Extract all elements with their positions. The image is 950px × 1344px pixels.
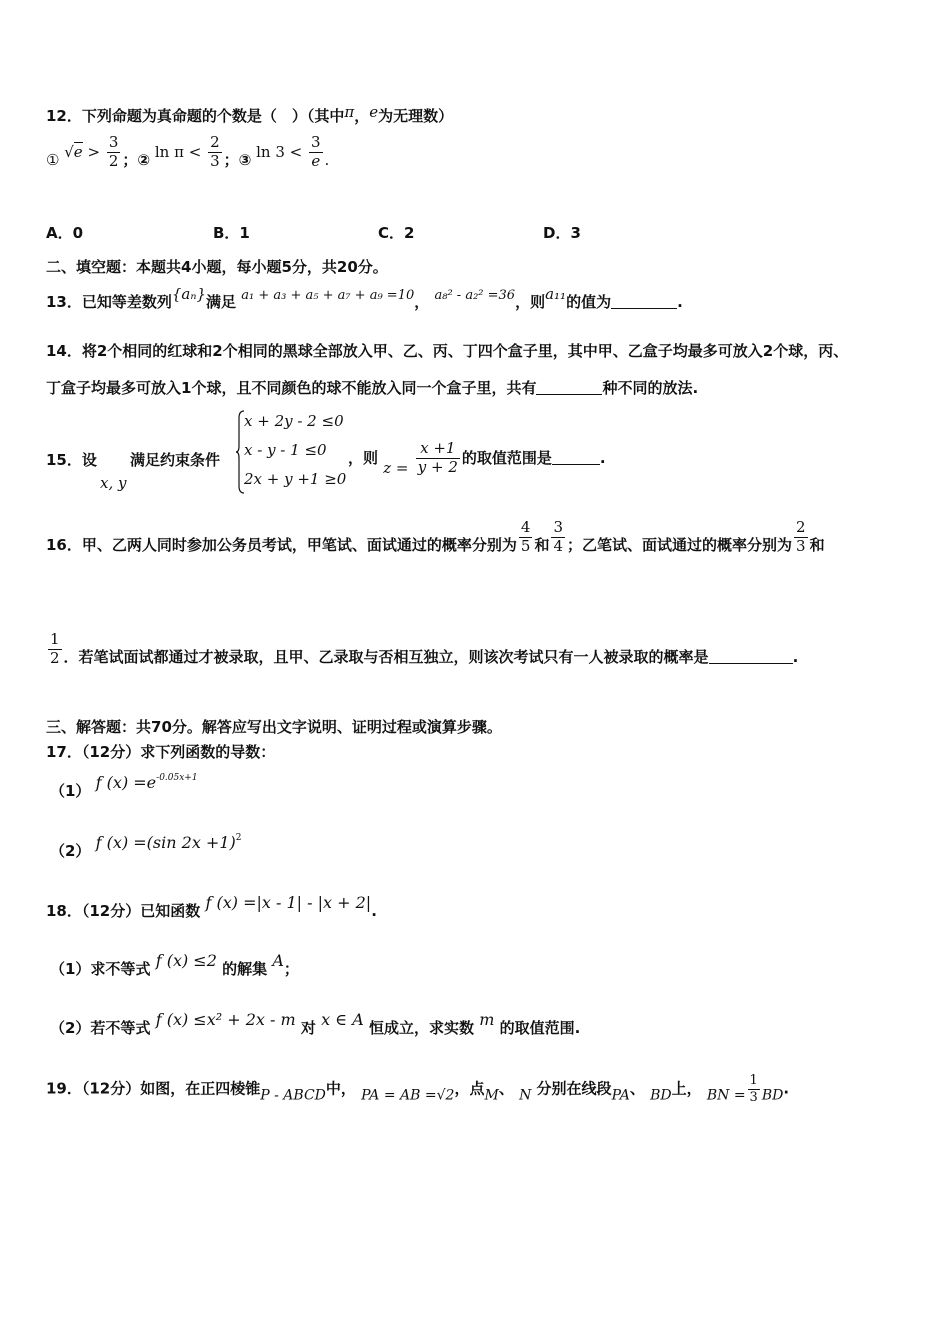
q17-part2 — [50, 833, 242, 861]
q17-f1: f (x) =e — [95, 773, 157, 792]
q13 — [46, 285, 683, 312]
q19-bn: BN = — [706, 1087, 746, 1104]
frac-den: 2 — [50, 648, 60, 667]
q13-eq1: a₁ + a₃ + a₅ + a₇ + a₉ =10 — [241, 288, 415, 303]
section2-heading: 二、填空题：本题共4小题，每小题5分，共20分。 — [46, 258, 388, 276]
frac-den: 4 — [553, 536, 563, 555]
frac-den: y + 2 — [417, 457, 458, 476]
frac-den: 3 — [749, 1089, 758, 1105]
q12-item2-lhs: ln π < — [154, 142, 202, 161]
q15-post: 的取值范围是 — [461, 448, 552, 467]
q12-option-b: B．1 — [213, 224, 250, 242]
q12-option-c: C．2 — [378, 224, 415, 242]
q18-stem — [46, 893, 377, 921]
q15-then: ，则 — [348, 448, 379, 467]
frac-den: 3 — [210, 151, 220, 170]
q19-up: 上， — [671, 1079, 702, 1098]
q18-stem-text: 18．（12分）已知函数 — [46, 902, 201, 920]
q16-line1 — [46, 520, 825, 555]
q19-eq: PA = AB =√2 — [361, 1087, 455, 1104]
q16-and2: 和 — [809, 535, 825, 554]
q12-items — [46, 135, 329, 170]
q13-seq: {aₙ} — [171, 285, 206, 303]
q18-p2-tail: 恒成立，求实数 — [368, 1019, 474, 1037]
q18-p2-m: m — [479, 1010, 495, 1029]
q18-p2-ineq: f (x) ≤x² + 2x - m — [155, 1010, 296, 1029]
q16-line2-text: ．若笔试面试都通过才被录取，且甲、乙录取与否相互独立，则该次考试只有一人被录取的概率是 — [63, 647, 709, 666]
q13-answer-blank[interactable] — [611, 294, 677, 309]
frac-num: 3 — [553, 518, 563, 536]
q16-frac1 — [519, 520, 533, 555]
q12-item2-frac — [208, 135, 222, 170]
q19-sep2: 、 — [629, 1079, 645, 1098]
frac-num: 2 — [796, 518, 806, 536]
q16-answer-blank[interactable] — [709, 649, 793, 664]
q17-f2: f (x) =(sin 2x +1) — [95, 833, 236, 852]
q15-answer-blank[interactable] — [552, 450, 600, 465]
q12-sep2: ；③ — [223, 150, 252, 169]
q18-part2 — [50, 1010, 580, 1038]
q19-sep: 、 — [498, 1079, 514, 1098]
q17-f2-exp: 2 — [235, 833, 242, 843]
q19-mid: 中， — [325, 1079, 356, 1098]
q16-pre: 16．甲、乙两人同时参加公务员考试，甲笔试、面试通过的概率分别为 — [46, 535, 517, 554]
q12-item1-lhs: e — [73, 142, 83, 161]
q18-p1-mid: 的解集 — [222, 960, 268, 978]
q12-comma: ， — [354, 107, 370, 125]
q19-on: 分别在线段 — [536, 1079, 612, 1098]
q14-line2-post: 种不同的放法. — [602, 379, 699, 397]
q19 — [46, 1074, 789, 1104]
q12-item1-op: > — [87, 142, 101, 161]
q12-e: e — [369, 103, 379, 121]
q19-point-n: N — [519, 1087, 532, 1104]
q13-eq2: a₈² - a₂² =36 — [434, 288, 516, 303]
q16-mid: ；乙笔试、面试通过的概率分别为 — [567, 535, 793, 554]
q18-end: . — [371, 902, 377, 920]
frac-num: 4 — [520, 518, 531, 536]
q18-p2-end: 的取值范围. — [499, 1019, 581, 1037]
frac-num: 1 — [50, 630, 60, 648]
q12-sep1: ；② — [122, 150, 151, 169]
q18-p1-set: A — [272, 951, 284, 970]
q15-constraint-3: 2x + y +1 ≥0 — [244, 470, 347, 488]
section3-heading: 三、解答题：共70分。解答应写出文字说明、证明过程或演算步骤。 — [46, 718, 502, 736]
q16-frac4 — [48, 632, 62, 667]
frac-num: 1 — [749, 1073, 758, 1088]
q15-vars: x, y — [100, 474, 127, 492]
q19-bn-tail: BD — [761, 1087, 784, 1104]
q19-stem-text: 19．（12分）如图，在正四棱锥 — [46, 1079, 261, 1098]
q15-z: z = — [383, 458, 409, 477]
q12-item3-end: . — [324, 150, 330, 169]
q15-end: . — [599, 448, 606, 467]
q12-item1-frac — [107, 135, 121, 170]
q19-point-m: M — [484, 1087, 499, 1104]
frac-den: 2 — [108, 151, 119, 170]
q12-item1-sqrt: √e — [64, 142, 83, 161]
q13-end: . — [677, 293, 683, 311]
q15-tail — [348, 441, 606, 477]
q12-item3-lhs: ln 3 < — [256, 142, 303, 161]
q18-p2-cond: x ∈ A — [321, 1010, 364, 1029]
q18-p1-end: ； — [283, 960, 299, 978]
q18-p1-label: （1）求不等式 — [50, 960, 151, 978]
q12-item3-frac — [309, 135, 323, 170]
q18-p2-label: （2）若不等式 — [50, 1019, 151, 1037]
q15-pre: 15．设 — [46, 451, 97, 469]
frac-num: 2 — [210, 133, 220, 151]
q15-constraint-2: x - y - 1 ≤0 — [244, 441, 327, 459]
q15-frac — [416, 441, 460, 476]
q13-comma: ， — [414, 293, 430, 311]
q19-seg-bd: BD — [650, 1087, 672, 1104]
q19-pyramid: P - ABCD — [260, 1087, 326, 1104]
frac-num: 3 — [108, 133, 119, 151]
q13-mid: 满足 — [205, 293, 236, 311]
q13-pre: 13．已知等差数列 — [46, 293, 172, 311]
q12-pi: π — [344, 103, 355, 121]
q14-line2 — [46, 377, 698, 398]
frac-num: 3 — [310, 133, 321, 151]
frac-den: e — [309, 152, 323, 170]
q17-stem: 17．（12分）求下列函数的导数： — [46, 743, 276, 761]
q12-stem-text: 12．下列命题为真命题的个数是（ ）（其中 — [46, 107, 345, 125]
q16-end: . — [792, 647, 799, 666]
q14-line2-pre: 丁盒子均最多可放入1个球，且不同颜色的球不能放入同一个盒子里，共有 — [46, 379, 537, 397]
q17-f1-exp: -0.05x+1 — [156, 773, 198, 783]
q19-seg-pa: PA — [611, 1087, 630, 1104]
q16-line2 — [46, 632, 798, 667]
q14-answer-blank[interactable] — [536, 380, 602, 395]
frac-num: x +1 — [420, 439, 456, 457]
q18-function: f (x) =|x - 1| - |x + 2| — [205, 893, 372, 912]
q18-p2-mid: 对 — [300, 1019, 316, 1037]
q12-option-d: D．3 — [543, 224, 581, 242]
q18-part1 — [50, 951, 299, 979]
q15-constraint-1: x + 2y - 2 ≤0 — [244, 412, 344, 430]
q16-and1: 和 — [534, 535, 550, 554]
q12-stem — [46, 103, 453, 126]
frac-den: 5 — [520, 536, 531, 555]
q13-a11: a₁₁ — [545, 285, 567, 303]
q17-p1-label: （1） — [50, 782, 91, 800]
q14-line1: 14．将2个相同的红球和2个相同的黑球全部放入甲、乙、丙、丁四个盒子里，其中甲、乙盒子均最多可放入2个球，丙、 — [46, 342, 849, 360]
q13-post: 的值为 — [566, 293, 612, 311]
q16-frac3 — [794, 520, 808, 555]
q13-then: ，则 — [515, 293, 546, 311]
q18-p1-ineq: f (x) ≤2 — [155, 951, 217, 970]
q19-end: . — [783, 1079, 790, 1098]
q12-tail: 为无理数） — [378, 107, 454, 125]
q19-pts: ，点 — [454, 1079, 485, 1098]
frac-den: 3 — [796, 536, 806, 555]
q16-frac2 — [551, 520, 565, 555]
q12-option-a: A．0 — [46, 224, 84, 242]
q17-p2-label: （2） — [50, 842, 91, 860]
q12-item1-mark: ① — [46, 150, 60, 169]
q19-frac — [748, 1074, 760, 1104]
q15-mid: 满足约束条件 — [130, 451, 221, 469]
q17-part1 — [50, 773, 198, 801]
